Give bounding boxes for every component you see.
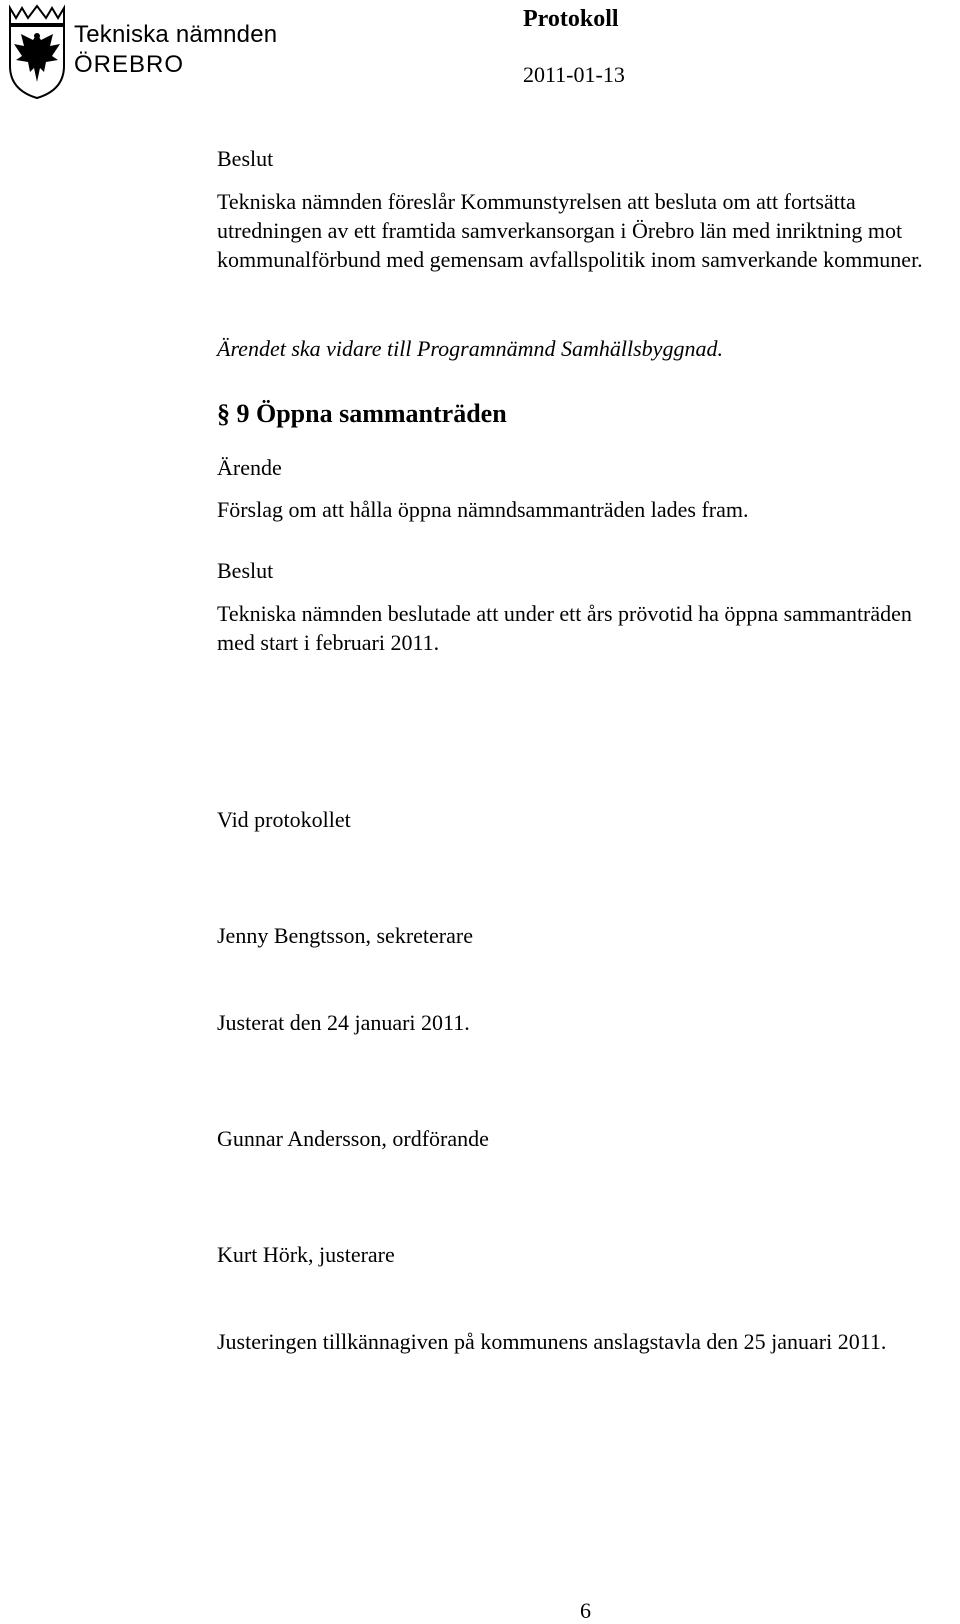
document-type: Protokoll (523, 6, 619, 32)
secretary-signature: Jenny Bengtsson, sekreterare (217, 923, 473, 948)
page-number: 6 (580, 1598, 591, 1623)
coat-of-arms-icon (6, 4, 68, 100)
decision-text-section-9: Tekniska nämnden beslutade att under ett års prövotid ha öppna sammanträden med start i februari 2011. (217, 601, 912, 655)
decision-note: Ärendet ska vidare till Programnämnd Samhällsbyggnad. (217, 336, 723, 361)
signature-intro: Vid protokollet (217, 807, 351, 832)
adjusted-date: Justerat den 24 januari 2011. (217, 1010, 470, 1035)
chair-signature: Gunnar Andersson, ordförande (217, 1126, 489, 1151)
matter-text: Förslag om att hålla öppna nämndsammanträden lades fram. (217, 497, 749, 522)
section-title: § 9 Öppna sammanträden (217, 399, 507, 428)
decision-text: Tekniska nämnden föreslår Kommunstyrelsen att besluta om att fortsätta utredningen av ett framtida samverkansorgan i Örebro län med inriktning mot kommunalförbund med gemensam avfallspolitik inom samverkande kommuner. (217, 189, 923, 272)
org-city: ÖREBRO (74, 51, 185, 78)
matter-heading: Ärende (217, 455, 282, 480)
org-name: Tekniska nämnden (74, 21, 278, 48)
document-date: 2011-01-13 (523, 62, 625, 87)
announcement-text: Justeringen tillkännagiven på kommunens anslagstavla den 25 januari 2011. (217, 1329, 887, 1354)
adjuster-signature: Kurt Hörk, justerare (217, 1242, 395, 1267)
decision-heading-section-9: Beslut (217, 558, 274, 583)
decision-heading: Beslut (217, 146, 274, 171)
